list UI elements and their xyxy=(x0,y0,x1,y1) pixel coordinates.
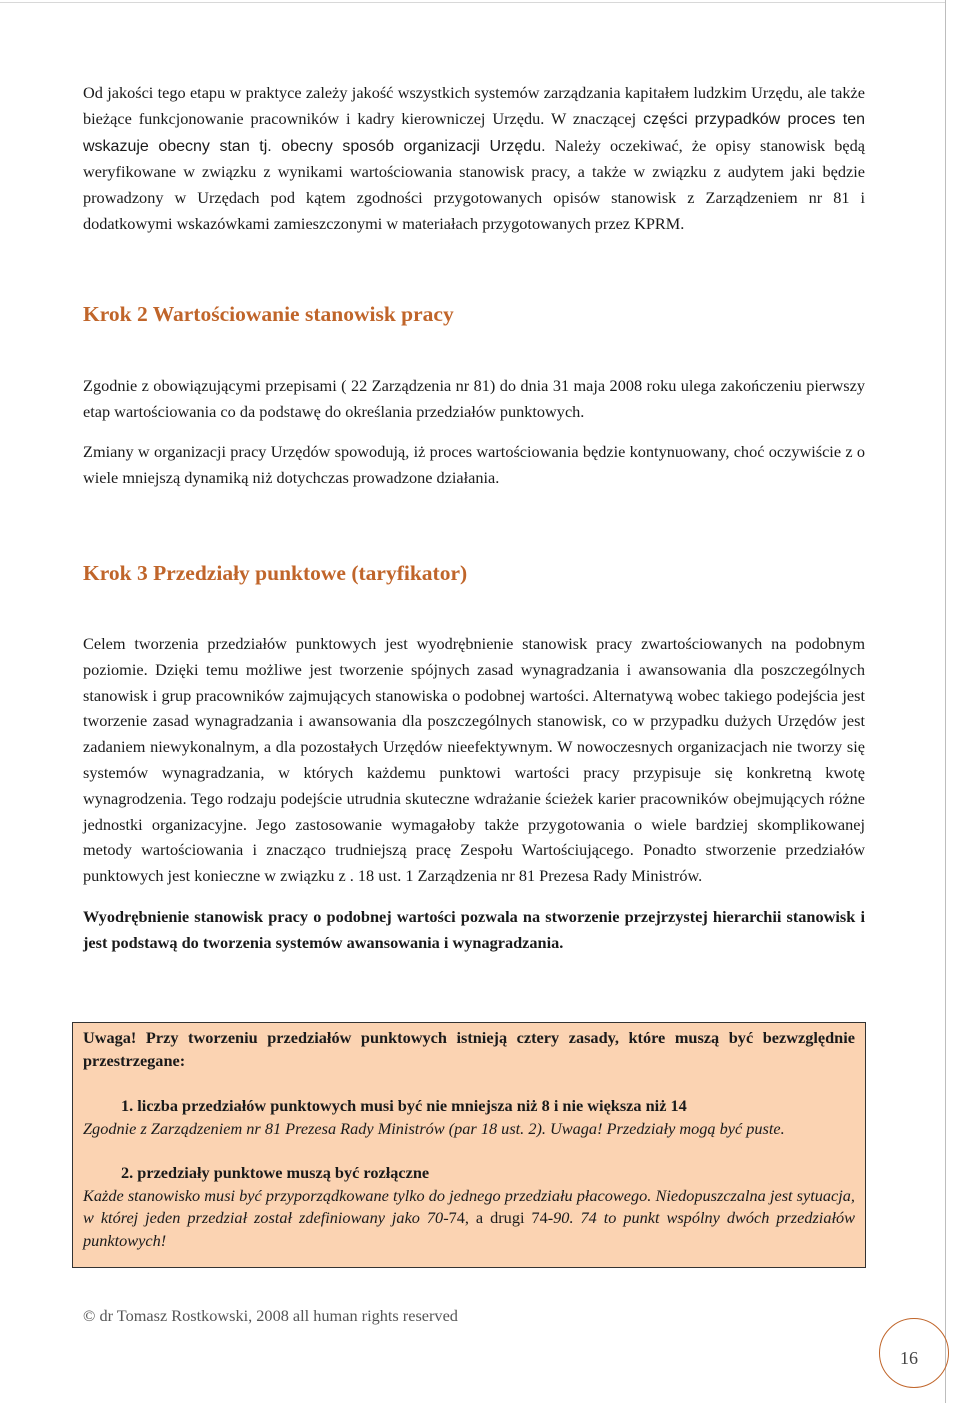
rule-1-title: 1. liczba przedziałów punktowych musi być nie mniejsza niż 8 i nie większa niż 14 xyxy=(121,1096,687,1115)
intro-text-end: Należy oczekiwać, że opisy stanowisk będą weryfikowane w związku z wynikami wartościowania stanowisk pracy, a także w związku z audytem jaki będzie prowadzony w Urzędach pod kątem zgodności przygotowanych opisów stanowisk z Zarządzeniem nr 81 i dodatkowymi wskazówkami zamieszczonymi w materiałach przygotowanych przez KPRM. xyxy=(83,135,865,233)
krok2-heading: Krok 2 Wartościowanie stanowisk pracy xyxy=(83,301,454,326)
intro-paragraph xyxy=(83,80,865,237)
krok3-heading: Krok 3 Przedziały punktowe (taryfikator) xyxy=(83,560,468,585)
page-top-edge xyxy=(0,2,946,3)
krok3-paragraph-1: Celem tworzenia przedziałów punktowych jest wyodrębnienie stanowisk pracy zwartościowanych na podobnym poziomie. Dzięki temu możliwe jest tworzenie spójnych zasad wynagradzania i awansowania dla poszczególnych stanowisk i grup pracowników zajmujących stanowiska o podobnej wartości. Alternatywą wobec takiego podejścia jest tworzenie zasad wynagradzania i awansowania dla poszczególnych stanowisk, co w przypadku dużych Urzędów jest zadaniem niewykonalnym, a dla pozostałych Urzędów nieefektywnym. W nowoczesnych organizacjach nie tworzy się systemów wynagradzania, w których każdemu punktowi wartości pracy przypisuje się konkretną kwotę wynagrodzenia. Tego rodzaju podejście utrudnia skuteczne wdrażanie ścieżek karier pracowników obejmujących różne jednostki organizacyjne. Jego zastosowanie wymagałoby także przygotowania o wiele bardziej skomplikowanej metody wartościowania i znacząco trudniejszą pracę Zespołu Wartościującego. Ponadto stworzenie przedziałów punktowych jest konieczne w związku z . 18 ust. 1 Zarządzenia nr 81 Prezesa Rady Ministrów. xyxy=(83,633,865,886)
document-body xyxy=(83,80,865,956)
intro-text-start: Od jakości tego etapu w praktyce zależy jakość wszystkich systemów zarządzania kapitałem ludzkim Urzędu, ale także bieżące funkcjonowanie pracowników i kadry kierowniczej Urzędu. W znaczącej xyxy=(83,83,865,128)
rule-1-description: Zgodnie z Zarządzeniem nr 81 Prezesa Rady Ministrów (par 18 ust. 2). Uwaga! Przedziały mogą być puste. xyxy=(83,1118,785,1138)
warning-callout-box xyxy=(72,1022,866,1268)
rule-2-text-regular: -74, a drugi 74- xyxy=(443,1208,554,1227)
page-right-edge xyxy=(945,0,946,1403)
krok2-paragraph-1: Zgodnie z obowiązującymi przepisami ( 22 Zarządzenia nr 81) do dnia 31 maja 2008 roku ulega zakończeniu pierwszy etap wartościowania co da podstawę do określania przedziałów punktowych. xyxy=(83,375,865,421)
page-number: 16 xyxy=(900,1348,918,1368)
rule-2-text-italic-a: Każde stanowisko musi być przyporządkowane tylko do jednego przedziału płacowego. Niedopuszczalna jest sytuacja, w której jeden przedział został zdefiniowany jako 70 xyxy=(83,1185,855,1227)
rule-2-description xyxy=(83,1185,855,1253)
rule-2-title: 2. przedziały punktowe muszą być rozłączne xyxy=(121,1163,430,1182)
krok3-paragraph-bold: Wyodrębnienie stanowisk pracy o podobnej wartości pozwala na stworzenie przejrzystej hierarchii stanowisk i jest podstawą do tworzenia systemów awansowania i wynagradzania. xyxy=(83,906,865,952)
copyright-footer: © dr Tomasz Rostkowski, 2008 all human rights reserved xyxy=(83,1306,458,1325)
intro-text-sans: części przypadków proces ten wskazuje obecny stan tj. obecny sposób organizacji Urzędu. xyxy=(83,110,865,155)
krok2-paragraph-2: Zmiany w organizacji pracy Urzędów spowodują, iż proces wartościowania będzie kontynuowany, choć oczywiście z o wiele mniejszą dynamiką niż dotychczas prowadzone działania. xyxy=(83,442,865,488)
rule-2-text-italic-b: 90. 74 to punkt wspólny dwóch przedziałów punktowych! xyxy=(83,1208,855,1250)
callout-intro: Uwaga! Przy tworzeniu przedziałów punktowych istnieją cztery zasady, które muszą być bezwzględnie przestrzegane: xyxy=(83,1028,855,1070)
